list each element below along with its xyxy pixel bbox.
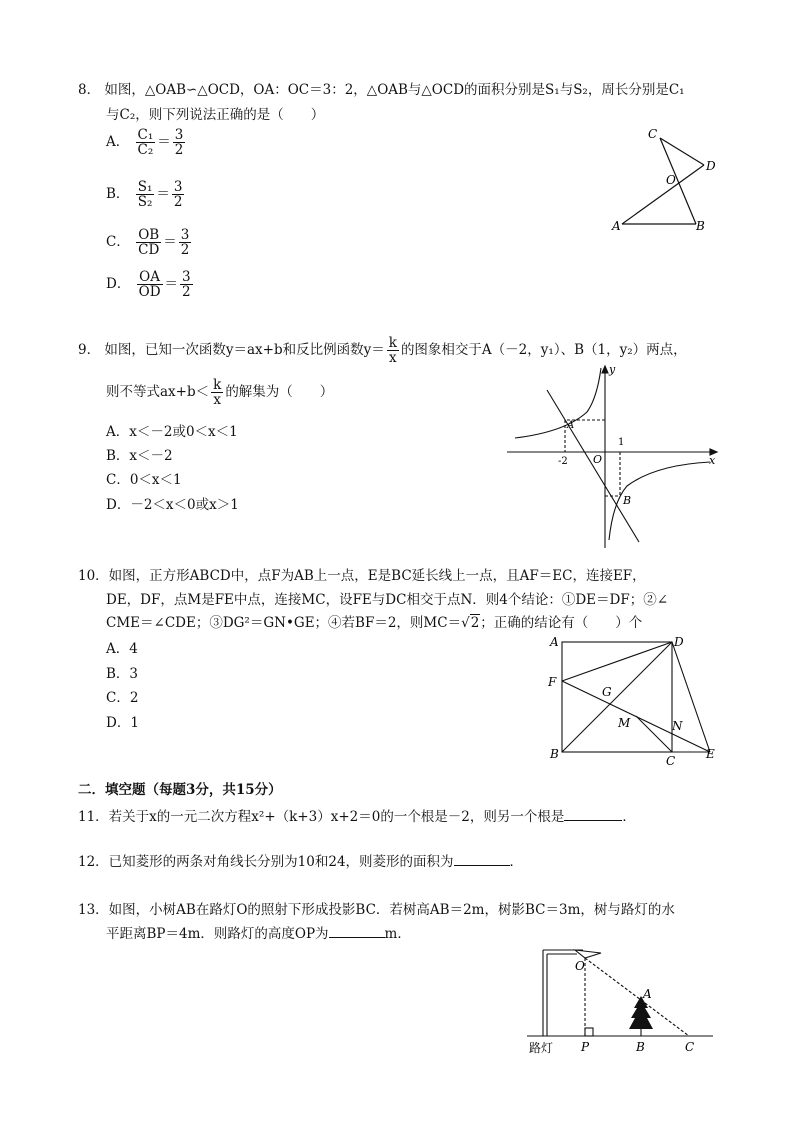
- q8-figure: [600, 120, 730, 240]
- label-m: M: [618, 716, 631, 730]
- line-de: [672, 642, 710, 752]
- fraction: $\frac{\text{S₁}}{\text{S₂}}$: [137, 179, 153, 211]
- label-c: C: [648, 127, 658, 141]
- q10-option-a[interactable]: A．4: [106, 641, 138, 657]
- option-label: A．: [106, 134, 130, 151]
- q10-line2: DE，DF，点M是FE中点，连接MC，设FE与DC相交于点N．则4个结论：①DE＝DF；②∠: [106, 592, 669, 608]
- label-lamp: 路灯: [529, 1041, 554, 1055]
- label-o: O: [593, 453, 603, 466]
- label-x: x: [709, 454, 716, 467]
- label-c: C: [685, 1040, 695, 1054]
- fraction-k-over-x: $\frac{k}{x}$: [388, 335, 397, 367]
- label-e: E: [706, 747, 715, 761]
- line-df: [562, 642, 672, 681]
- line-cd: [660, 138, 704, 165]
- q8-line2: 与C₂，则下列说法正确的是（ ）: [106, 107, 325, 123]
- answer-blank[interactable]: [564, 808, 622, 821]
- q10-line3: CME＝∠CDE；③DG²＝GN•GE；④若BF＝2，则MC＝√2；正确的结论有（ ）个: [106, 615, 643, 631]
- label-b: B: [696, 219, 705, 233]
- fraction: $\frac{OB}{CD}$: [138, 227, 160, 259]
- label-a: A: [643, 987, 652, 1001]
- label-d: D: [706, 159, 716, 173]
- q10-option-b[interactable]: B．3: [106, 666, 139, 682]
- fraction: $\frac{3}{2}$: [182, 269, 191, 301]
- label-o: O: [666, 173, 676, 187]
- label-a: A: [567, 420, 575, 431]
- q10-line1: 10．如图，正方形ABCD中，点F为AB上一点，E是BC延长线上一点，且AF＝EC，连接EF，: [78, 568, 646, 584]
- q13-line1: 13．如图，小树AB在路灯O的照射下形成投影BC．若树高AB＝2m，树影BC＝3m，树与路灯的水: [78, 902, 675, 918]
- q9-option-c[interactable]: C．0＜x＜1: [106, 472, 182, 488]
- option-label: C．: [106, 234, 130, 251]
- q10-figure: [540, 628, 730, 768]
- q13-figure: [525, 940, 720, 1058]
- answer-blank[interactable]: [329, 925, 385, 938]
- q8-option-a[interactable]: A． $\frac{\text{C₁}}{\text{C₂}}$ ＝ $\frac{3}{2}$: [106, 127, 184, 159]
- q9-line1: 9． 如图，已知一次函数y＝ax+b和反比例函数y＝ $\frac{k}{x}$ 的图象相交于A（－2，y₁）、B（1，y₂）两点，: [78, 335, 687, 367]
- fraction: $\frac{OA}{OD}$: [138, 269, 161, 301]
- label-y: y: [609, 363, 616, 376]
- option-label: B．: [106, 186, 130, 203]
- q8-line1: 8． 如图，△OAB∽△OCD，OA：OC＝3：2，△OAB与△OCD的面积分别是S₁与S₂，周长分别是C₁: [78, 82, 685, 98]
- q12: 12．已知菱形的两条对角线长分别为10和24，则菱形的面积为 ．: [78, 854, 524, 870]
- fraction-k-over-x: $\frac{k}{x}$: [213, 377, 222, 409]
- label-b: B: [550, 747, 559, 761]
- answer-blank[interactable]: [454, 853, 510, 866]
- q10-option-c[interactable]: C．2: [106, 690, 139, 706]
- q9-figure: [505, 360, 725, 550]
- q9-option-d[interactable]: D．－2＜x＜0或x＞1: [106, 497, 239, 513]
- label-d: D: [674, 635, 684, 649]
- label-o: O: [575, 959, 585, 973]
- label-p: P: [581, 1040, 590, 1054]
- label-b: B: [636, 1040, 645, 1054]
- sqrt-symbol: √2: [461, 615, 480, 631]
- label-a: A: [550, 635, 559, 649]
- lamp-head: [575, 950, 601, 958]
- label-f: F: [548, 675, 557, 689]
- q9-option-a[interactable]: A．x＜－2或0＜x＜1: [106, 424, 238, 440]
- q13-line2: 平距离BP＝4m．则路灯的高度OP为 m．: [106, 926, 411, 942]
- option-label: D．: [106, 276, 131, 293]
- fraction: $\frac{3}{2}$: [180, 227, 190, 259]
- fraction: $\frac{\text{C₁}}{\text{C₂}}$: [137, 127, 154, 159]
- fraction: $\frac{3}{2}$: [173, 179, 183, 211]
- label-b: B: [623, 494, 632, 507]
- q8-option-b[interactable]: B． $\frac{\text{S₁}}{\text{S₂}}$ ＝ $\frac{3}{2}$: [106, 179, 183, 211]
- right-angle-mark: [585, 1028, 593, 1036]
- section2-title: 二．填空题（每题3分，共15分）: [78, 782, 282, 798]
- q8-option-c[interactable]: C． $\frac{OB}{CD}$ ＝ $\frac{3}{2}$: [106, 227, 190, 259]
- q11: 11．若关于x的一元二次方程x²+（k+3）x+2＝0的一个根是－2，则另一个根是 ．: [78, 809, 636, 825]
- q9-option-b[interactable]: B．x＜－2: [106, 448, 173, 464]
- q10-option-d[interactable]: D．1: [106, 715, 139, 731]
- label-a: A: [612, 219, 621, 233]
- label-minus-two: -2: [558, 456, 568, 467]
- q9-line2: 则不等式ax+b＜ $\frac{k}{x}$ 的解集为（ ）: [106, 377, 334, 409]
- fraction: $\frac{3}{2}$: [174, 127, 184, 159]
- line-mc: [636, 716, 672, 752]
- y-arrow: [602, 366, 608, 373]
- q8-option-d[interactable]: D． $\frac{OA}{OD}$ ＝ $\frac{3}{2}$: [106, 269, 191, 301]
- label-one: 1: [618, 437, 625, 448]
- label-g: G: [602, 685, 612, 699]
- label-c: C: [666, 754, 676, 768]
- label-n: N: [672, 719, 683, 733]
- hyperbola-left: [515, 368, 601, 438]
